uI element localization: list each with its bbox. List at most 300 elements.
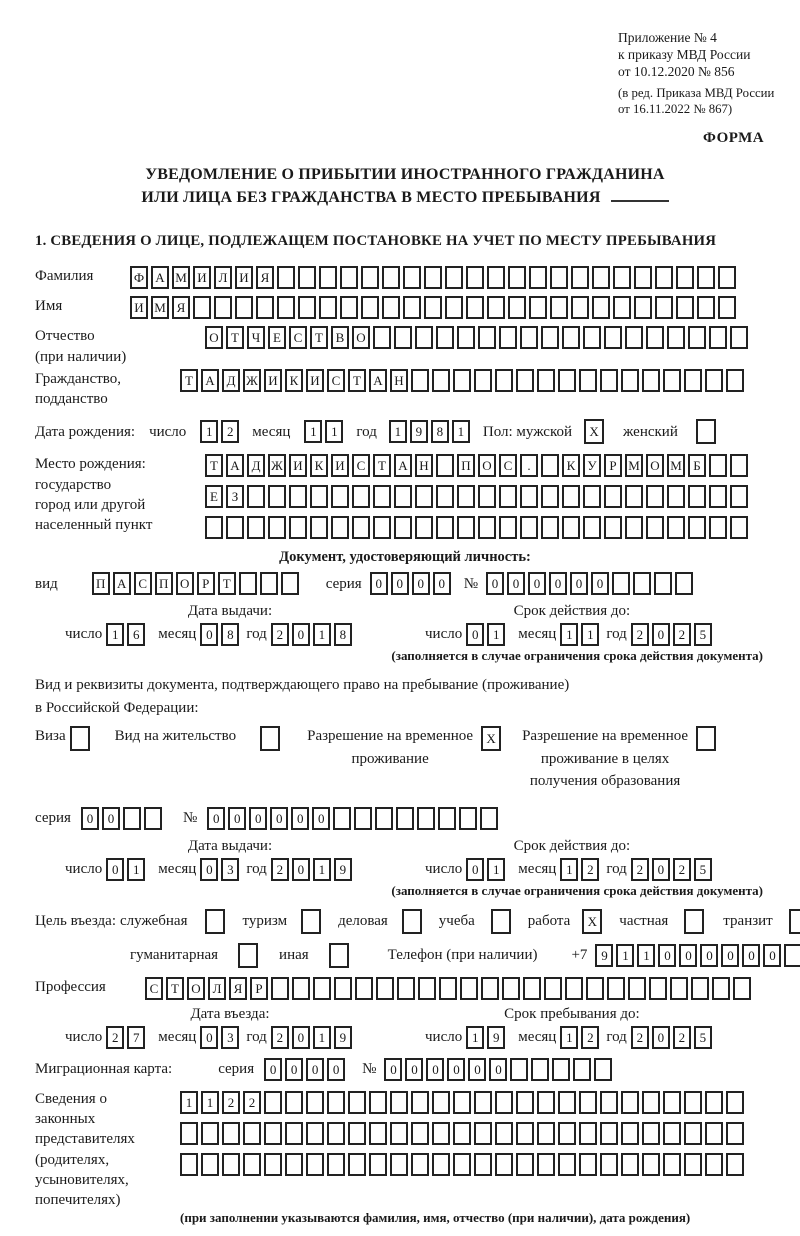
char-cell[interactable] bbox=[487, 296, 505, 319]
char-cell[interactable]: 1 bbox=[201, 1091, 219, 1114]
birth-year-cells[interactable] bbox=[389, 420, 473, 443]
char-cell[interactable] bbox=[565, 977, 583, 1000]
birth-month-cells[interactable] bbox=[304, 420, 346, 443]
char-cell[interactable] bbox=[457, 516, 475, 539]
char-cell[interactable]: 9 bbox=[410, 420, 428, 443]
char-cell[interactable] bbox=[558, 1122, 576, 1145]
char-cell[interactable] bbox=[625, 326, 643, 349]
char-cell[interactable]: 0 bbox=[200, 1026, 218, 1049]
representatives-cells-row1[interactable] bbox=[180, 1091, 747, 1114]
char-cell[interactable]: П bbox=[92, 572, 110, 595]
char-cell[interactable] bbox=[604, 516, 622, 539]
char-cell[interactable] bbox=[298, 296, 316, 319]
char-cell[interactable] bbox=[457, 485, 475, 508]
char-cell[interactable] bbox=[327, 1091, 345, 1114]
char-cell[interactable] bbox=[600, 1091, 618, 1114]
char-cell[interactable]: 1 bbox=[560, 1026, 578, 1049]
char-cell[interactable]: 0 bbox=[249, 807, 267, 830]
char-cell[interactable]: П bbox=[457, 454, 475, 477]
sex-male-checkbox[interactable] bbox=[584, 419, 607, 444]
residence-expiry-year-cells[interactable] bbox=[631, 858, 715, 881]
char-cell[interactable]: З bbox=[226, 485, 244, 508]
char-cell[interactable] bbox=[663, 1091, 681, 1114]
char-cell[interactable] bbox=[537, 1091, 555, 1114]
char-cell[interactable] bbox=[705, 1153, 723, 1176]
char-cell[interactable] bbox=[352, 516, 370, 539]
char-cell[interactable] bbox=[688, 326, 706, 349]
char-cell[interactable] bbox=[607, 977, 625, 1000]
char-cell[interactable] bbox=[562, 326, 580, 349]
char-cell[interactable] bbox=[415, 485, 433, 508]
char-cell[interactable] bbox=[495, 369, 513, 392]
char-cell[interactable] bbox=[453, 1091, 471, 1114]
char-cell[interactable] bbox=[285, 1153, 303, 1176]
char-cell[interactable]: 1 bbox=[616, 944, 634, 967]
char-cell[interactable] bbox=[348, 1122, 366, 1145]
char-cell[interactable] bbox=[495, 1091, 513, 1114]
char-cell[interactable]: 5 bbox=[694, 1026, 712, 1049]
char-cell[interactable]: 0 bbox=[468, 1058, 486, 1081]
char-cell[interactable]: Н bbox=[390, 369, 408, 392]
char-cell[interactable] bbox=[417, 807, 435, 830]
char-cell[interactable]: 2 bbox=[271, 1026, 289, 1049]
char-cell[interactable] bbox=[418, 977, 436, 1000]
char-cell[interactable] bbox=[403, 266, 421, 289]
char-cell[interactable] bbox=[541, 326, 559, 349]
char-cell[interactable] bbox=[264, 1153, 282, 1176]
char-cell[interactable]: 0 bbox=[570, 572, 588, 595]
checkbox-cell[interactable]: X bbox=[584, 419, 604, 444]
char-cell[interactable]: А bbox=[113, 572, 131, 595]
char-cell[interactable] bbox=[733, 977, 751, 1000]
char-cell[interactable] bbox=[726, 1122, 744, 1145]
char-cell[interactable] bbox=[537, 1153, 555, 1176]
char-cell[interactable] bbox=[180, 1153, 198, 1176]
char-cell[interactable] bbox=[663, 1153, 681, 1176]
char-cell[interactable]: Ф bbox=[130, 266, 148, 289]
char-cell[interactable] bbox=[333, 807, 351, 830]
char-cell[interactable] bbox=[480, 807, 498, 830]
char-cell[interactable]: 0 bbox=[102, 807, 120, 830]
char-cell[interactable]: 0 bbox=[292, 858, 310, 881]
char-cell[interactable] bbox=[516, 1091, 534, 1114]
char-cell[interactable]: 0 bbox=[292, 1026, 310, 1049]
char-cell[interactable]: Т bbox=[166, 977, 184, 1000]
char-cell[interactable]: 0 bbox=[405, 1058, 423, 1081]
char-cell[interactable] bbox=[424, 266, 442, 289]
char-cell[interactable] bbox=[663, 1122, 681, 1145]
char-cell[interactable] bbox=[709, 326, 727, 349]
char-cell[interactable] bbox=[654, 572, 672, 595]
char-cell[interactable] bbox=[369, 1091, 387, 1114]
char-cell[interactable] bbox=[457, 326, 475, 349]
char-cell[interactable]: 1 bbox=[637, 944, 655, 967]
char-cell[interactable] bbox=[466, 296, 484, 319]
char-cell[interactable] bbox=[600, 1153, 618, 1176]
char-cell[interactable]: 8 bbox=[221, 623, 239, 646]
birth-day-cells[interactable] bbox=[200, 420, 242, 443]
char-cell[interactable] bbox=[403, 296, 421, 319]
char-cell[interactable] bbox=[123, 807, 141, 830]
profession-cells[interactable] bbox=[145, 977, 754, 1000]
char-cell[interactable] bbox=[604, 485, 622, 508]
char-cell[interactable]: 1 bbox=[304, 420, 322, 443]
char-cell[interactable] bbox=[292, 977, 310, 1000]
char-cell[interactable]: 0 bbox=[763, 944, 781, 967]
char-cell[interactable]: Д bbox=[247, 454, 265, 477]
char-cell[interactable] bbox=[306, 1153, 324, 1176]
char-cell[interactable]: . bbox=[520, 454, 538, 477]
char-cell[interactable] bbox=[558, 1091, 576, 1114]
char-cell[interactable] bbox=[285, 1122, 303, 1145]
checkbox-cell[interactable]: X bbox=[582, 909, 602, 934]
char-cell[interactable] bbox=[552, 1058, 570, 1081]
char-cell[interactable]: 0 bbox=[658, 944, 676, 967]
char-cell[interactable] bbox=[531, 1058, 549, 1081]
checkbox-cell[interactable] bbox=[696, 726, 716, 751]
char-cell[interactable] bbox=[529, 266, 547, 289]
birthplace-cells-row2[interactable] bbox=[205, 485, 751, 508]
residence-expiry-day-cells[interactable] bbox=[466, 858, 508, 881]
residence-issue-month-cells[interactable] bbox=[200, 858, 242, 881]
char-cell[interactable] bbox=[214, 296, 232, 319]
char-cell[interactable] bbox=[730, 516, 748, 539]
char-cell[interactable] bbox=[340, 266, 358, 289]
char-cell[interactable]: С bbox=[499, 454, 517, 477]
char-cell[interactable]: 0 bbox=[466, 623, 484, 646]
char-cell[interactable]: О bbox=[646, 454, 664, 477]
char-cell[interactable]: 0 bbox=[466, 858, 484, 881]
char-cell[interactable]: 0 bbox=[200, 858, 218, 881]
char-cell[interactable] bbox=[655, 296, 673, 319]
char-cell[interactable] bbox=[600, 369, 618, 392]
char-cell[interactable] bbox=[439, 977, 457, 1000]
char-cell[interactable] bbox=[684, 1122, 702, 1145]
char-cell[interactable] bbox=[684, 369, 702, 392]
residence-series-cells[interactable] bbox=[81, 807, 165, 830]
char-cell[interactable] bbox=[306, 1122, 324, 1145]
char-cell[interactable] bbox=[247, 485, 265, 508]
char-cell[interactable] bbox=[667, 516, 685, 539]
char-cell[interactable] bbox=[289, 485, 307, 508]
char-cell[interactable]: 0 bbox=[700, 944, 718, 967]
char-cell[interactable]: И bbox=[331, 454, 349, 477]
surname-cells[interactable] bbox=[130, 266, 739, 289]
char-cell[interactable] bbox=[432, 1091, 450, 1114]
char-cell[interactable] bbox=[642, 1122, 660, 1145]
char-cell[interactable] bbox=[579, 369, 597, 392]
char-cell[interactable] bbox=[516, 1122, 534, 1145]
char-cell[interactable] bbox=[537, 369, 555, 392]
char-cell[interactable]: Л bbox=[208, 977, 226, 1000]
char-cell[interactable] bbox=[541, 454, 559, 477]
char-cell[interactable] bbox=[594, 1058, 612, 1081]
char-cell[interactable] bbox=[487, 266, 505, 289]
char-cell[interactable]: 2 bbox=[673, 623, 691, 646]
char-cell[interactable] bbox=[583, 516, 601, 539]
char-cell[interactable]: 1 bbox=[560, 858, 578, 881]
char-cell[interactable] bbox=[667, 485, 685, 508]
char-cell[interactable]: 0 bbox=[447, 1058, 465, 1081]
char-cell[interactable]: 1 bbox=[487, 858, 505, 881]
char-cell[interactable]: 2 bbox=[631, 858, 649, 881]
char-cell[interactable]: 0 bbox=[742, 944, 760, 967]
char-cell[interactable]: Р bbox=[250, 977, 268, 1000]
char-cell[interactable]: И bbox=[235, 266, 253, 289]
char-cell[interactable] bbox=[222, 1153, 240, 1176]
char-cell[interactable]: 2 bbox=[673, 1026, 691, 1049]
char-cell[interactable] bbox=[369, 1153, 387, 1176]
char-cell[interactable]: Ж bbox=[268, 454, 286, 477]
char-cell[interactable]: 0 bbox=[652, 1026, 670, 1049]
char-cell[interactable]: 0 bbox=[679, 944, 697, 967]
char-cell[interactable]: 1 bbox=[200, 420, 218, 443]
char-cell[interactable] bbox=[271, 977, 289, 1000]
char-cell[interactable] bbox=[361, 266, 379, 289]
purpose-business-checkbox[interactable] bbox=[402, 909, 425, 934]
char-cell[interactable] bbox=[432, 369, 450, 392]
char-cell[interactable] bbox=[411, 1091, 429, 1114]
char-cell[interactable]: 5 bbox=[694, 623, 712, 646]
char-cell[interactable]: 1 bbox=[466, 1026, 484, 1049]
char-cell[interactable] bbox=[621, 1091, 639, 1114]
char-cell[interactable] bbox=[621, 1153, 639, 1176]
char-cell[interactable] bbox=[331, 516, 349, 539]
char-cell[interactable] bbox=[613, 266, 631, 289]
char-cell[interactable] bbox=[436, 454, 454, 477]
char-cell[interactable] bbox=[697, 296, 715, 319]
char-cell[interactable] bbox=[520, 485, 538, 508]
id-expiry-month-cells[interactable] bbox=[560, 623, 602, 646]
char-cell[interactable] bbox=[144, 807, 162, 830]
char-cell[interactable] bbox=[541, 485, 559, 508]
char-cell[interactable] bbox=[633, 572, 651, 595]
edu-permit-checkbox[interactable] bbox=[696, 726, 719, 751]
char-cell[interactable] bbox=[730, 485, 748, 508]
char-cell[interactable]: 0 bbox=[370, 572, 388, 595]
stay-month-cells[interactable] bbox=[560, 1026, 602, 1049]
char-cell[interactable] bbox=[298, 266, 316, 289]
char-cell[interactable] bbox=[642, 1153, 660, 1176]
char-cell[interactable]: 0 bbox=[292, 623, 310, 646]
char-cell[interactable]: 9 bbox=[487, 1026, 505, 1049]
id-issue-year-cells[interactable] bbox=[271, 623, 355, 646]
char-cell[interactable]: М bbox=[151, 296, 169, 319]
char-cell[interactable]: 1 bbox=[389, 420, 407, 443]
char-cell[interactable] bbox=[709, 516, 727, 539]
char-cell[interactable]: П bbox=[155, 572, 173, 595]
char-cell[interactable]: 0 bbox=[327, 1058, 345, 1081]
phone-cells[interactable] bbox=[595, 944, 800, 967]
char-cell[interactable]: С bbox=[134, 572, 152, 595]
char-cell[interactable] bbox=[478, 326, 496, 349]
char-cell[interactable] bbox=[453, 1153, 471, 1176]
checkbox-cell[interactable] bbox=[238, 943, 258, 968]
char-cell[interactable]: 5 bbox=[694, 858, 712, 881]
char-cell[interactable]: А bbox=[226, 454, 244, 477]
char-cell[interactable] bbox=[285, 1091, 303, 1114]
char-cell[interactable]: 1 bbox=[313, 858, 331, 881]
char-cell[interactable] bbox=[684, 1153, 702, 1176]
char-cell[interactable]: 0 bbox=[412, 572, 430, 595]
char-cell[interactable]: 1 bbox=[487, 623, 505, 646]
birthplace-cells-row1[interactable] bbox=[205, 454, 751, 477]
char-cell[interactable]: А bbox=[369, 369, 387, 392]
char-cell[interactable] bbox=[354, 807, 372, 830]
char-cell[interactable] bbox=[481, 977, 499, 1000]
char-cell[interactable]: Т bbox=[373, 454, 391, 477]
char-cell[interactable] bbox=[541, 516, 559, 539]
char-cell[interactable]: К bbox=[310, 454, 328, 477]
char-cell[interactable]: 1 bbox=[325, 420, 343, 443]
char-cell[interactable] bbox=[313, 977, 331, 1000]
birthplace-cells-row3[interactable] bbox=[205, 516, 751, 539]
char-cell[interactable] bbox=[222, 1122, 240, 1145]
char-cell[interactable]: Н bbox=[415, 454, 433, 477]
stay-year-cells[interactable] bbox=[631, 1026, 715, 1049]
char-cell[interactable] bbox=[394, 485, 412, 508]
char-cell[interactable] bbox=[705, 1091, 723, 1114]
char-cell[interactable]: 0 bbox=[391, 572, 409, 595]
char-cell[interactable] bbox=[331, 485, 349, 508]
char-cell[interactable] bbox=[676, 266, 694, 289]
char-cell[interactable] bbox=[730, 454, 748, 477]
char-cell[interactable] bbox=[621, 1122, 639, 1145]
char-cell[interactable] bbox=[361, 296, 379, 319]
char-cell[interactable]: 0 bbox=[106, 858, 124, 881]
char-cell[interactable]: 0 bbox=[306, 1058, 324, 1081]
char-cell[interactable] bbox=[411, 369, 429, 392]
char-cell[interactable]: 2 bbox=[271, 623, 289, 646]
char-cell[interactable] bbox=[459, 807, 477, 830]
char-cell[interactable] bbox=[670, 977, 688, 1000]
char-cell[interactable] bbox=[625, 485, 643, 508]
char-cell[interactable] bbox=[474, 1122, 492, 1145]
char-cell[interactable]: 0 bbox=[549, 572, 567, 595]
char-cell[interactable]: 0 bbox=[528, 572, 546, 595]
purpose-transit-checkbox[interactable] bbox=[789, 909, 800, 934]
char-cell[interactable] bbox=[592, 296, 610, 319]
char-cell[interactable] bbox=[277, 266, 295, 289]
char-cell[interactable]: М bbox=[667, 454, 685, 477]
char-cell[interactable] bbox=[592, 266, 610, 289]
char-cell[interactable] bbox=[268, 485, 286, 508]
char-cell[interactable]: 2 bbox=[581, 858, 599, 881]
char-cell[interactable] bbox=[432, 1153, 450, 1176]
checkbox-cell[interactable] bbox=[402, 909, 422, 934]
temp-permit-checkbox[interactable] bbox=[481, 726, 504, 751]
char-cell[interactable] bbox=[718, 296, 736, 319]
char-cell[interactable]: 0 bbox=[433, 572, 451, 595]
char-cell[interactable]: 1 bbox=[180, 1091, 198, 1114]
char-cell[interactable]: А bbox=[394, 454, 412, 477]
char-cell[interactable] bbox=[573, 1058, 591, 1081]
char-cell[interactable]: 2 bbox=[221, 420, 239, 443]
char-cell[interactable]: Я bbox=[229, 977, 247, 1000]
char-cell[interactable]: 1 bbox=[313, 1026, 331, 1049]
char-cell[interactable] bbox=[691, 977, 709, 1000]
char-cell[interactable] bbox=[226, 516, 244, 539]
char-cell[interactable] bbox=[688, 516, 706, 539]
char-cell[interactable] bbox=[390, 1091, 408, 1114]
char-cell[interactable] bbox=[436, 326, 454, 349]
representatives-cells-row2[interactable] bbox=[180, 1122, 747, 1145]
residence-expiry-month-cells[interactable] bbox=[560, 858, 602, 881]
char-cell[interactable]: 2 bbox=[243, 1091, 261, 1114]
char-cell[interactable] bbox=[348, 1153, 366, 1176]
char-cell[interactable]: 0 bbox=[312, 807, 330, 830]
char-cell[interactable] bbox=[508, 266, 526, 289]
char-cell[interactable]: 0 bbox=[207, 807, 225, 830]
char-cell[interactable] bbox=[612, 572, 630, 595]
char-cell[interactable] bbox=[243, 1153, 261, 1176]
char-cell[interactable]: Л bbox=[214, 266, 232, 289]
char-cell[interactable]: 3 bbox=[221, 858, 239, 881]
char-cell[interactable] bbox=[180, 1122, 198, 1145]
char-cell[interactable]: М bbox=[625, 454, 643, 477]
purpose-work-checkbox[interactable] bbox=[582, 909, 605, 934]
char-cell[interactable]: С bbox=[327, 369, 345, 392]
char-cell[interactable]: И bbox=[193, 266, 211, 289]
char-cell[interactable] bbox=[453, 369, 471, 392]
char-cell[interactable] bbox=[382, 266, 400, 289]
char-cell[interactable] bbox=[327, 1122, 345, 1145]
char-cell[interactable] bbox=[730, 326, 748, 349]
char-cell[interactable] bbox=[676, 296, 694, 319]
char-cell[interactable] bbox=[502, 977, 520, 1000]
char-cell[interactable] bbox=[726, 369, 744, 392]
char-cell[interactable] bbox=[436, 516, 454, 539]
sex-female-checkbox[interactable] bbox=[696, 419, 719, 444]
char-cell[interactable] bbox=[583, 326, 601, 349]
char-cell[interactable]: 1 bbox=[106, 623, 124, 646]
char-cell[interactable] bbox=[495, 1122, 513, 1145]
char-cell[interactable] bbox=[499, 485, 517, 508]
char-cell[interactable] bbox=[634, 266, 652, 289]
char-cell[interactable] bbox=[646, 516, 664, 539]
char-cell[interactable]: 0 bbox=[264, 1058, 282, 1081]
char-cell[interactable] bbox=[375, 807, 393, 830]
char-cell[interactable]: Т bbox=[205, 454, 223, 477]
char-cell[interactable] bbox=[667, 326, 685, 349]
char-cell[interactable] bbox=[415, 326, 433, 349]
char-cell[interactable] bbox=[558, 369, 576, 392]
char-cell[interactable] bbox=[510, 1058, 528, 1081]
char-cell[interactable]: С bbox=[145, 977, 163, 1000]
char-cell[interactable] bbox=[256, 296, 274, 319]
char-cell[interactable] bbox=[688, 485, 706, 508]
char-cell[interactable]: Т bbox=[218, 572, 236, 595]
char-cell[interactable] bbox=[709, 485, 727, 508]
residence-number-cells[interactable] bbox=[207, 807, 501, 830]
char-cell[interactable]: 2 bbox=[222, 1091, 240, 1114]
char-cell[interactable]: И bbox=[264, 369, 282, 392]
char-cell[interactable]: И bbox=[289, 454, 307, 477]
char-cell[interactable] bbox=[438, 807, 456, 830]
char-cell[interactable] bbox=[268, 516, 286, 539]
char-cell[interactable] bbox=[516, 1153, 534, 1176]
char-cell[interactable]: О bbox=[187, 977, 205, 1000]
char-cell[interactable]: 2 bbox=[581, 1026, 599, 1049]
char-cell[interactable] bbox=[390, 1153, 408, 1176]
char-cell[interactable] bbox=[201, 1122, 219, 1145]
purpose-other-checkbox[interactable] bbox=[329, 943, 352, 968]
char-cell[interactable] bbox=[260, 572, 278, 595]
char-cell[interactable] bbox=[529, 296, 547, 319]
char-cell[interactable]: И bbox=[306, 369, 324, 392]
checkbox-cell[interactable] bbox=[491, 909, 511, 934]
char-cell[interactable]: 9 bbox=[334, 1026, 352, 1049]
